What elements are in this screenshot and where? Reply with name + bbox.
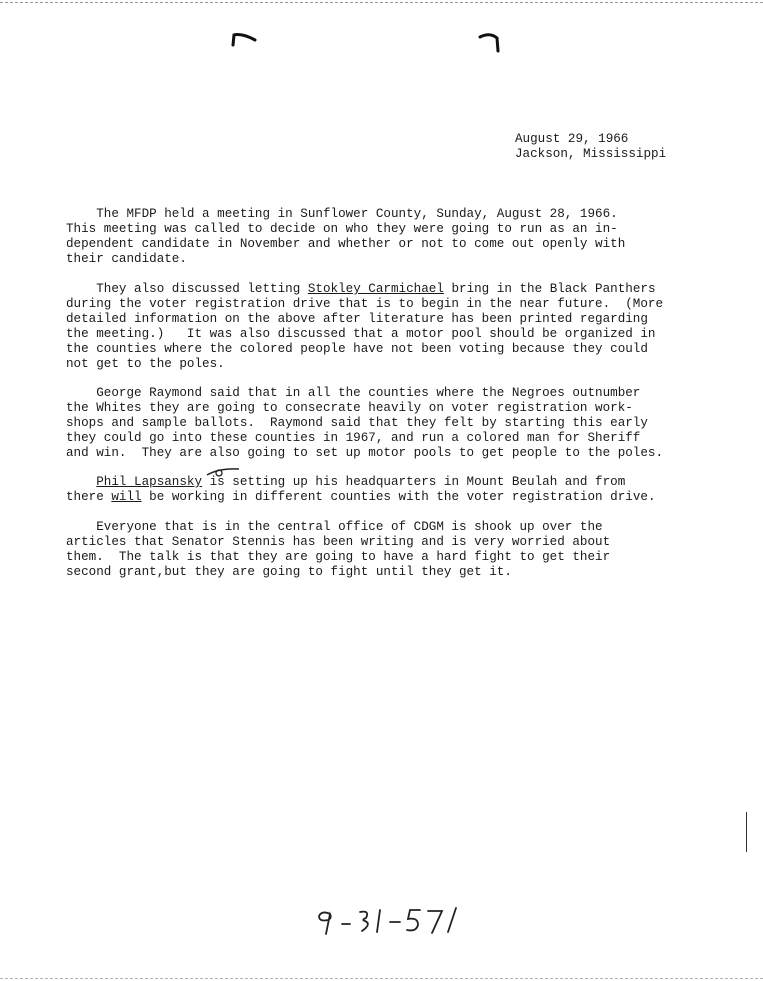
text-line: shops and sample ballots. Raymond said that they felt by starting this early [66, 416, 648, 430]
bottom-perforation-line [0, 978, 763, 979]
indent [66, 475, 96, 489]
text-line: there [66, 490, 112, 504]
text-line: the Whites they are going to consecrate heavily on voter registration work- [66, 401, 633, 415]
text-line: be working in different counties with the voter registration drive. [141, 490, 656, 504]
paragraph-1 [66, 207, 666, 267]
right-corner-mark-icon [478, 30, 504, 54]
paragraph-4 [66, 475, 666, 505]
text-line: is setting up his headquarters in Mount Beulah and from [202, 475, 626, 489]
text-line: the counties where the colored people have not been voting because they could [66, 342, 648, 356]
text-line: bring in the Black Panthers [443, 282, 656, 296]
text-line: They also discussed letting [66, 282, 308, 296]
paragraph-3 [66, 386, 666, 461]
underlined-word: will [111, 490, 142, 504]
text-line: dependent candidate in November and whether or not to come out openly with [66, 237, 626, 251]
underlined-name: Stokley Carmichael [307, 282, 444, 296]
text-line: detailed information on the above after literature has been printed regarding [66, 312, 648, 326]
underlined-name: Phil Lapsansky [96, 475, 203, 489]
dateline [515, 132, 666, 162]
text-line: articles that Senator Stennis has been writing and is very worried about [66, 535, 611, 549]
text-line: not get to the poles. [66, 357, 225, 371]
text-line: their candidate. [66, 252, 187, 266]
text-line: them. The talk is that they are going to have a hard fight to get their [66, 550, 611, 564]
text-line: second grant,but they are going to fight until they get it. [66, 565, 512, 579]
paragraph-5 [66, 520, 666, 580]
handwritten-mark-icon [205, 466, 241, 480]
margin-mark [746, 812, 747, 852]
text-line: during the voter registration drive that is to begin in the near future. (More [66, 297, 664, 311]
location: Jackson, Mississippi [515, 147, 667, 161]
text-line: George Raymond said that in all the counties where the Negroes outnumber [66, 386, 641, 400]
paragraph-2 [66, 282, 666, 372]
text-line: they could go into these counties in 1967, and run a colored man for Sheriff [66, 431, 641, 445]
date: August 29, 1966 [515, 132, 629, 146]
text-line: Everyone that is in the central office of CDGM is shook up over the [66, 520, 603, 534]
text-line: This meeting was called to decide on who they were going to run as an in- [66, 222, 618, 236]
left-corner-mark-icon [230, 30, 258, 48]
text-line: the meeting.) It was also discussed that a motor pool should be organized in [66, 327, 656, 341]
text-line: The MFDP held a meeting in Sunflower County, Sunday, August 28, 1966. [66, 207, 618, 221]
top-perforation-line [0, 2, 763, 3]
handwritten-file-number [310, 900, 470, 940]
text-line: and win. They are also going to set up motor pools to get people to the poles. [66, 446, 664, 460]
